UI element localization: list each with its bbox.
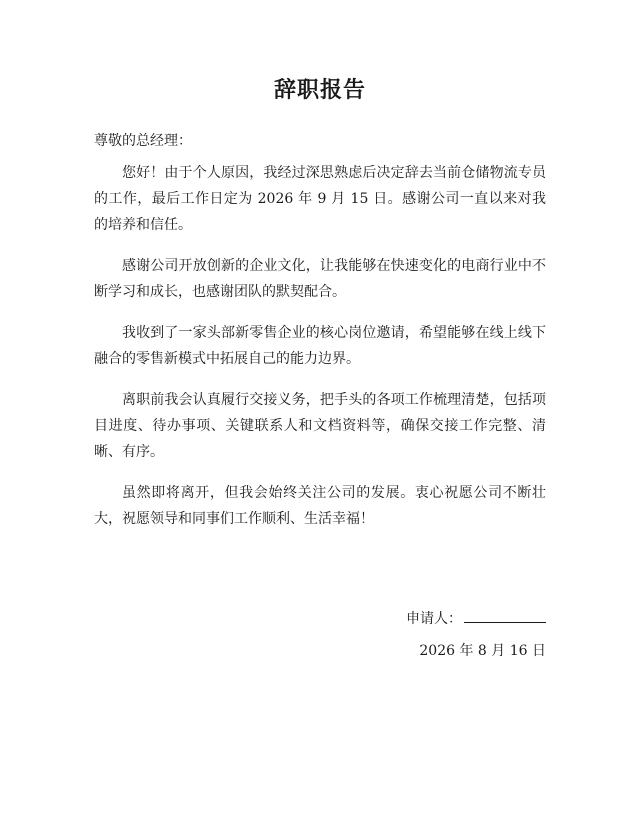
document-date: 2026 年 8 月 16 日 <box>419 643 546 659</box>
paragraph-reason: 您好！由于个人原因，我经过深思熟虑后决定辞去当前仓储物流专员的工作，最后工作日定为 2026 年 9 月 15 日。感谢公司一直以来对我的培养和信任。 <box>94 165 546 233</box>
document-title: 辞职报告 <box>273 78 366 103</box>
paragraph-handover: 离职前我会认真履行交接义务，把手头的各项工作梳理清楚，包括项目进度、待办事项、关键联系人和文档资料等，确保交接工作完整、清晰、有序。 <box>94 392 546 460</box>
signature-line <box>464 608 546 623</box>
document-body <box>94 160 546 547</box>
signature-block <box>406 608 546 629</box>
paragraph-thanks: 感谢公司开放创新的企业文化，让我能够在快速变化的电商行业中不断学习和成长，也感谢团队的默契配合。 <box>94 258 546 300</box>
applicant-label: 申请人： <box>406 611 462 627</box>
paragraph-wishes: 虽然即将离开，但我会始终关注公司的发展。衷心祝愿公司不断壮大，祝愿领导和同事们工作顺利、生活幸福！ <box>94 485 546 527</box>
paragraph-new-offer: 我收到了一家头部新零售企业的核心岗位邀请，希望能够在线上线下融合的零售新模式中拓展自己的能力边界。 <box>94 325 546 367</box>
greeting: 尊敬的总经理： <box>94 133 192 149</box>
